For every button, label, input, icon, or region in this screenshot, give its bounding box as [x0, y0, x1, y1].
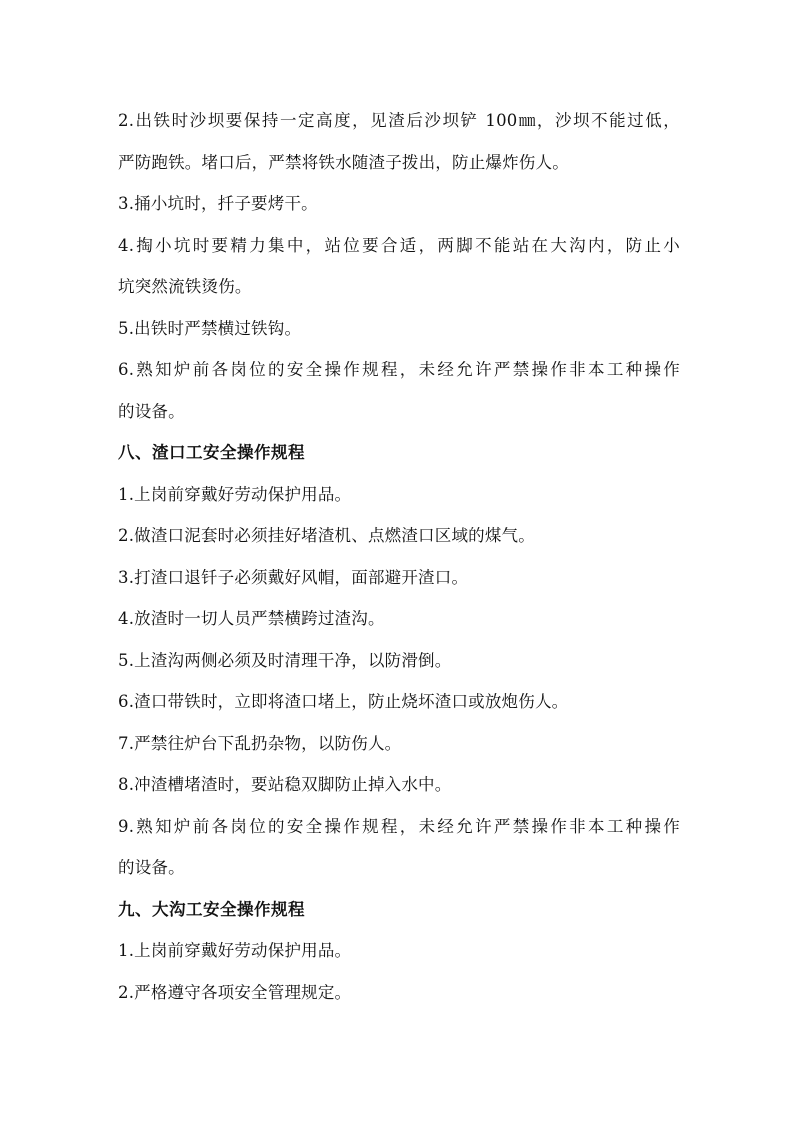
paragraph-line: 1.上岗前穿戴好劳动保护用品。 [118, 484, 352, 504]
paragraph-line: 3.捅小坑时，扦子要烤干。 [118, 194, 318, 213]
paragraph-line: 的设备。 [118, 858, 185, 877]
paragraph-line: 8.冲渣槽堵渣时，要站稳双脚防止掉入水中。 [118, 775, 452, 794]
paragraph-line: 6.渣口带铁时，立即将渣口堵上，防止烧坏渣口或放炮伤人。 [118, 692, 569, 711]
paragraph-line: 严防跑铁。堵口后，严禁将铁水随渣子拨出，防止爆炸伤人。 [118, 152, 569, 172]
paragraph-line: 4.放渣时一切人员严禁横跨过渣沟。 [118, 609, 385, 628]
paragraph-line: 1.上岗前穿戴好劳动保护用品。 [118, 941, 352, 960]
paragraph-line: 7.严禁往炉台下乱扔杂物，以防伤人。 [118, 733, 402, 753]
paragraph-line: 的设备。 [118, 401, 185, 421]
document-body [118, 100, 680, 1013]
paragraph-line: 5.上渣沟两侧必须及时清理干净，以防滑倒。 [118, 650, 452, 670]
paragraph-line: 2.严格遵守各项安全管理规定。 [118, 982, 352, 1002]
section-heading: 九、大沟工安全操作规程 [118, 899, 305, 919]
paragraph-line: 2.出铁时沙坝要保持一定高度，见渣后沙坝铲 100㎜，沙坝不能过低， [118, 111, 680, 130]
paragraph-line: 2.做渣口泥套时必须挂好堵渣机、点燃渣口区域的煤气。 [118, 526, 535, 545]
section-heading: 八、渣口工安全操作规程 [118, 443, 305, 462]
paragraph-line: 坑突然流铁烫伤。 [118, 277, 252, 296]
paragraph-line: 9.熟知炉前各岗位的安全操作规程，未经允许严禁操作非本工种操作 [118, 816, 680, 836]
paragraph-line: 3.打渣口退钎子必须戴好风帽，面部避开渣口。 [118, 567, 469, 587]
paragraph-line: 4.掏小坑时要精力集中，站位要合适，两脚不能站在大沟内，防止小 [118, 235, 680, 255]
paragraph-line: 5.出铁时严禁横过铁钩。 [118, 318, 302, 338]
paragraph-line: 6.熟知炉前各岗位的安全操作规程，未经允许严禁操作非本工种操作 [118, 360, 680, 379]
